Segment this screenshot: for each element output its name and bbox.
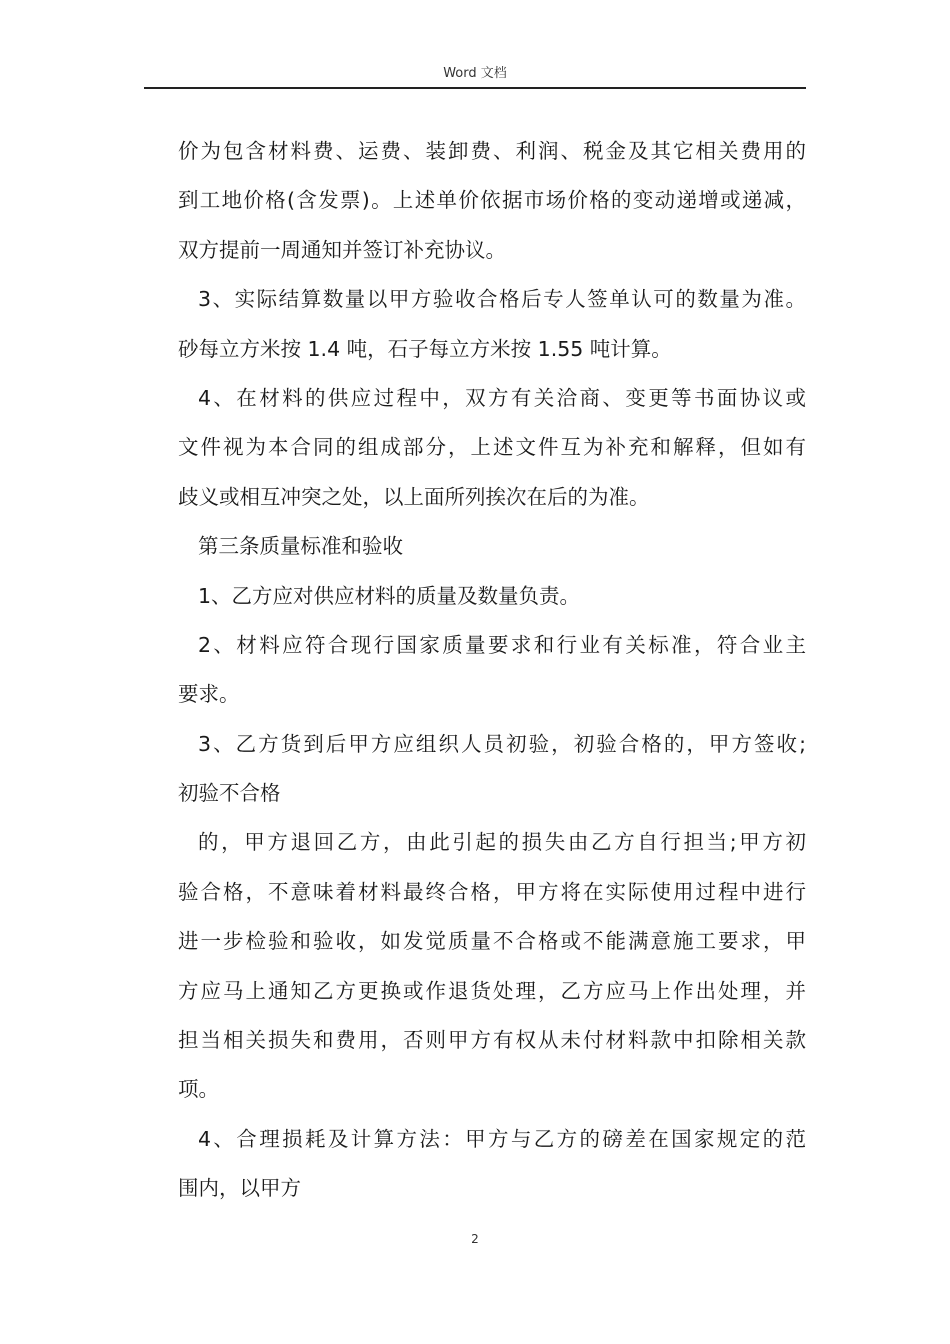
body-line: 项。: [178, 1077, 219, 1102]
body-line: 围内，以甲方: [178, 1176, 301, 1201]
body-line: 文件视为本合同的组成部分，上述文件互为补充和解释，但如有: [178, 435, 806, 460]
body-line: 初验不合格: [178, 781, 281, 806]
body-line: 双方提前一周通知并签订补充协议。: [178, 237, 506, 262]
body-line: 歧义或相互冲突之处，以上面所列挨次在后的为准。: [178, 484, 650, 509]
body-line: 4、在材料的供应过程中，双方有关洽商、变更等书面协议或: [198, 385, 806, 410]
page-number: 2: [471, 1232, 479, 1246]
header-rule: [144, 87, 806, 89]
body-line: 的，甲方退回乙方，由此引起的损失由乙方自行担当;甲方初: [198, 830, 806, 855]
section-heading: 第三条质量标准和验收: [198, 534, 403, 559]
body-line: 担当相关损失和费用，否则甲方有权从未付材料款中扣除相关款: [178, 1028, 806, 1053]
body-line: 验合格，不意味着材料最终合格，甲方将在实际使用过程中进行: [178, 879, 806, 904]
body-line: 到工地价格(含发票)。上述单价依据市场价格的变动递增或递减，: [178, 188, 806, 213]
page-header: Word 文档: [443, 66, 507, 81]
body-line: 砂每立方米按 1.4 吨，石子每立方米按 1.55 吨计算。: [178, 336, 672, 361]
body-line: 要求。: [178, 682, 240, 707]
body-line: 2、材料应符合现行国家质量要求和行业有关标准，符合业主: [198, 632, 806, 657]
body-line: 3、实际结算数量以甲方验收合格后专人签单认可的数量为准。: [198, 287, 806, 312]
document-body: [178, 127, 806, 1214]
body-line: 4、合理损耗及计算方法：甲方与乙方的磅差在国家规定的范: [198, 1126, 806, 1151]
body-line: 进一步检验和验收，如发觉质量不合格或不能满意施工要求，甲: [178, 929, 806, 954]
body-line: 3、乙方货到后甲方应组织人员初验，初验合格的，甲方签收;: [198, 731, 806, 756]
body-line: 价为包含材料费、运费、装卸费、利润、税金及其它相关费用的: [178, 139, 806, 163]
body-line: 方应马上通知乙方更换或作退货处理，乙方应马上作出处理，并: [178, 978, 806, 1003]
body-line: 1、乙方应对供应材料的质量及数量负责。: [198, 583, 581, 608]
